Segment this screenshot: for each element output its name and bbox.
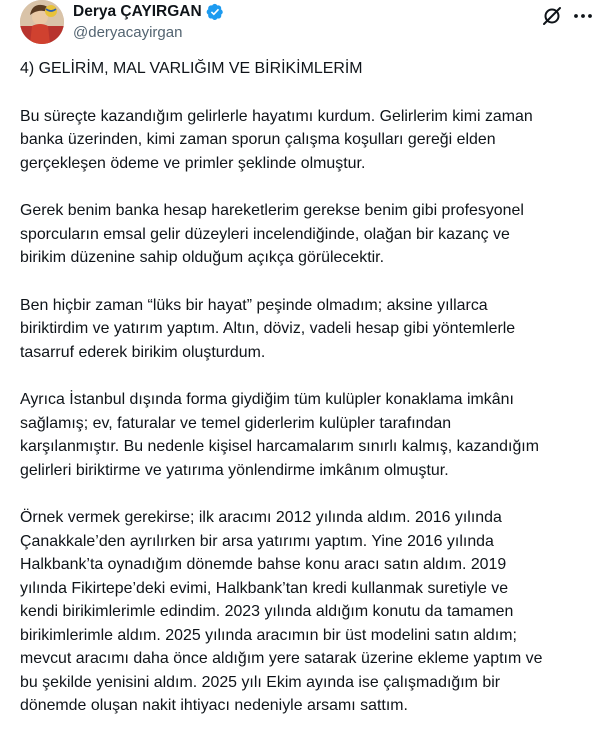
text-line: Bu süreçte kazandığım gelirlerle hayatımı kurdum. Gelirlerim kimi zaman bbox=[20, 107, 533, 125]
tweet-paragraph bbox=[20, 506, 595, 718]
verified-badge-icon bbox=[206, 3, 224, 21]
text-line: sporcuların emsal gelir düzeyleri incelendiğinde, olağan bir kazanç ve bbox=[20, 225, 510, 243]
text-line: gerçekleşen ödeme ve primler şeklinde olmuştur. bbox=[20, 154, 366, 172]
text-line: sağlamış; ev, faturalar ve temel giderlerim kulüpler tarafından bbox=[20, 414, 452, 432]
tweet-paragraph bbox=[20, 105, 595, 176]
text-line: 4) GELİRİM, MAL VARLIĞIM VE BİRİKİMLERİM bbox=[20, 60, 363, 77]
text-line: Gerek benim banka hesap hareketlerim gerekse benim gibi profesyonel bbox=[20, 202, 524, 219]
text-line: banka üzerinden, kimi zaman sporun çalışma koşulları gereği elden bbox=[20, 131, 496, 148]
text-line: biriktirdim ve yatırım yaptım. Altın, döviz, vadeli hesap gibi yöntemlerle bbox=[20, 320, 516, 337]
tweet-paragraph bbox=[20, 57, 595, 81]
tweet-paragraph bbox=[20, 199, 595, 270]
tweet-text bbox=[20, 57, 595, 742]
avatar-photo bbox=[20, 0, 64, 44]
text-line: bu şekilde yenisini aldım. 2025 yılı Ekim ayında ise çalışmadığım bir bbox=[20, 673, 501, 691]
text-line: karşılanmıştır. Bu nedenle kişisel harcamalarım sınırlı kalmış, kazandığım bbox=[20, 438, 539, 455]
text-line: birikimlerimle aldım. 2025 yılında aracımın bir üst modelini satın aldım; bbox=[20, 626, 517, 644]
author-name[interactable]: Derya ÇAYIRGAN bbox=[73, 3, 202, 20]
text-line: kendi birikimlerimle edindim. 2023 yılında aldığım konutu da tamamen bbox=[20, 603, 514, 620]
text-line: yılında Fikirtepe’deki evimi, Halkbank’tan kredi kullanmak suretiyle ve bbox=[20, 579, 509, 597]
text-line: Halkbank’ta oynadığım dönemde bahse konu aracı satın aldım. 2019 bbox=[20, 556, 507, 573]
more-options-icon[interactable] bbox=[572, 5, 594, 27]
tweet-paragraph bbox=[20, 294, 595, 365]
author-name-row bbox=[73, 3, 224, 21]
text-line: Ayrıca İstanbul dışında forma giydiğim tüm kulüpler konaklama imkânı bbox=[20, 391, 514, 408]
author-handle[interactable]: @deryacayirgan bbox=[73, 24, 183, 41]
grok-icon[interactable] bbox=[541, 5, 563, 27]
text-line: dönemde oluşan nakit ihtiyacı nedeniyle arsamı sattım. bbox=[20, 697, 408, 714]
avatar[interactable] bbox=[20, 0, 64, 44]
tweet-paragraph bbox=[20, 388, 595, 482]
text-line: Çanakkale’den ayrılırken bir arsa yatırımı yaptım. Yine 2016 yılında bbox=[20, 532, 494, 550]
text-line: gelirleri biriktirme ve yatırıma yönlendirme imkânım olmuştur. bbox=[20, 461, 449, 479]
text-line: mevcut aracımı daha önce aldığım yere satarak üzerine ekleme yaptım ve bbox=[20, 650, 543, 667]
text-line: Örnek vermek gerekirse; ilk aracımı 2012 yılında aldım. 2016 yılında bbox=[20, 509, 502, 526]
text-line: Ben hiçbir zaman “lüks bir hayat” peşinde olmadım; aksine yıllarca bbox=[20, 296, 488, 314]
text-line: tasarruf ederek birikim oluşturdum. bbox=[20, 343, 266, 361]
text-line: birikim düzenine sahip olduğum açıkça görülecektir. bbox=[20, 249, 385, 266]
tweet-header bbox=[0, 0, 603, 52]
